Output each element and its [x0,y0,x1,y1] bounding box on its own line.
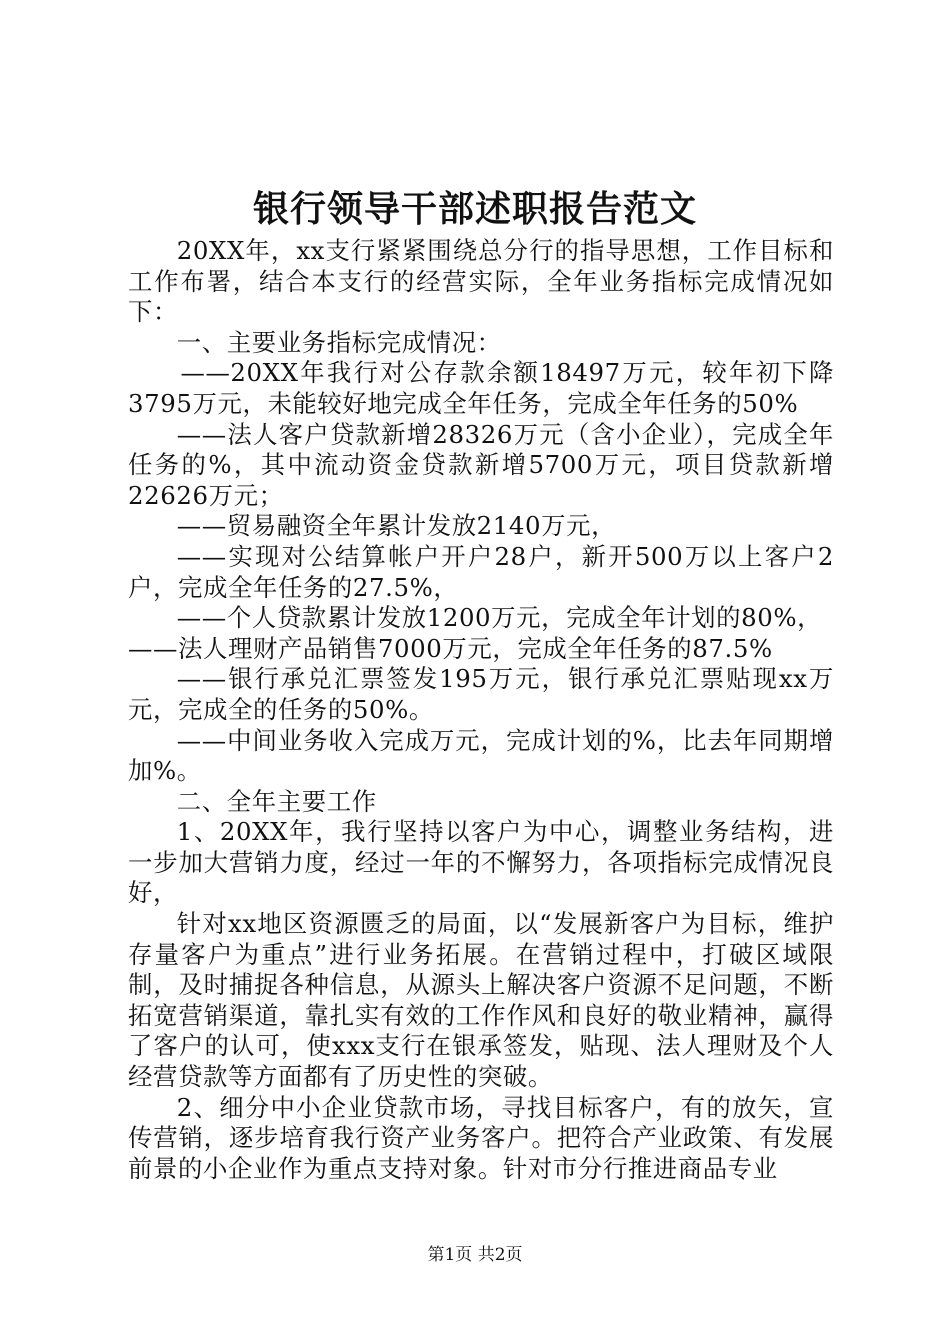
paragraph-item: ——20XX年我行对公存款余额18497万元，较年初下降3795万元，未能较好地完成全年任务，完成全年任务的50% [128,358,834,418]
section-heading-2: 二、全年主要工作 [176,786,377,816]
paragraph-item: ——实现对公结算帐户开户28户，新开500万以上客户2户，完成全年任务的27.5%， [128,541,834,602]
paragraph-item: ——个人贷款累计发放1200万元，完成全年计划的80%， [176,603,823,633]
paragraph-item: ——贸易融资全年累计发放2140万元， [176,511,617,541]
document-title: 银行领导干部述职报告范文 [252,188,697,230]
paragraph-work-detail: 针对xx地区资源匮乏的局面，以“发展新客户为目标，维护存量客户为重点”进行业务拓展。在营销过程中，打破区域限制，及时捕捉各种信息，从源头上解决客户资源不足问题，不断拓宽营销渠道，靠扎实有效的工作作风和良好的敬业精神，赢得了客户的认可，使xxx支行在银承签发，贴现、法人理财及个人经营贷款等方面都有了历史性的突破。 [128,909,834,1092]
document-body [128,236,834,1184]
paragraph-work-2: 2、细分中小企业贷款市场，寻找目标客户，有的放矢，宣传营销，逐步培育我行资产业务客户。把符合产业政策、有发展前景的小企业作为重点支持对象。针对市分行推进商品专业 [128,1092,834,1183]
paragraph-item: ——银行承兑汇票签发195万元，银行承兑汇票贴现xx万元，完成全的任务的50%。 [128,664,834,724]
paragraph-intro: 20XX年，xx支行紧紧围绕总分行的指导思想，工作目标和工作布署，结合本支行的经营实际，全年业务指标完成情况如下： [128,236,834,327]
paragraph-item: ——中间业务收入完成万元，完成计划的%，比去年同期增加%。 [128,725,834,786]
paragraph-item: ——法人客户贷款新增28326万元（含小企业），完成全年任务的%，其中流动资金贷款新增5700万元，项目贷款新增22626万元； [128,419,834,510]
page-number-footer: 第1页 共2页 [427,1245,523,1265]
paragraph-item: ——法人理财产品销售7000万元，完成全年任务的87.5% [128,633,773,663]
section-heading-1: 一、主要业务指标完成情况： [176,327,502,357]
paragraph-work-1: 1、20XX年，我行坚持以客户为中心，调整业务结构，进一步加大营销力度，经过一年的不懈努力，各项指标完成情况良好， [128,817,834,908]
